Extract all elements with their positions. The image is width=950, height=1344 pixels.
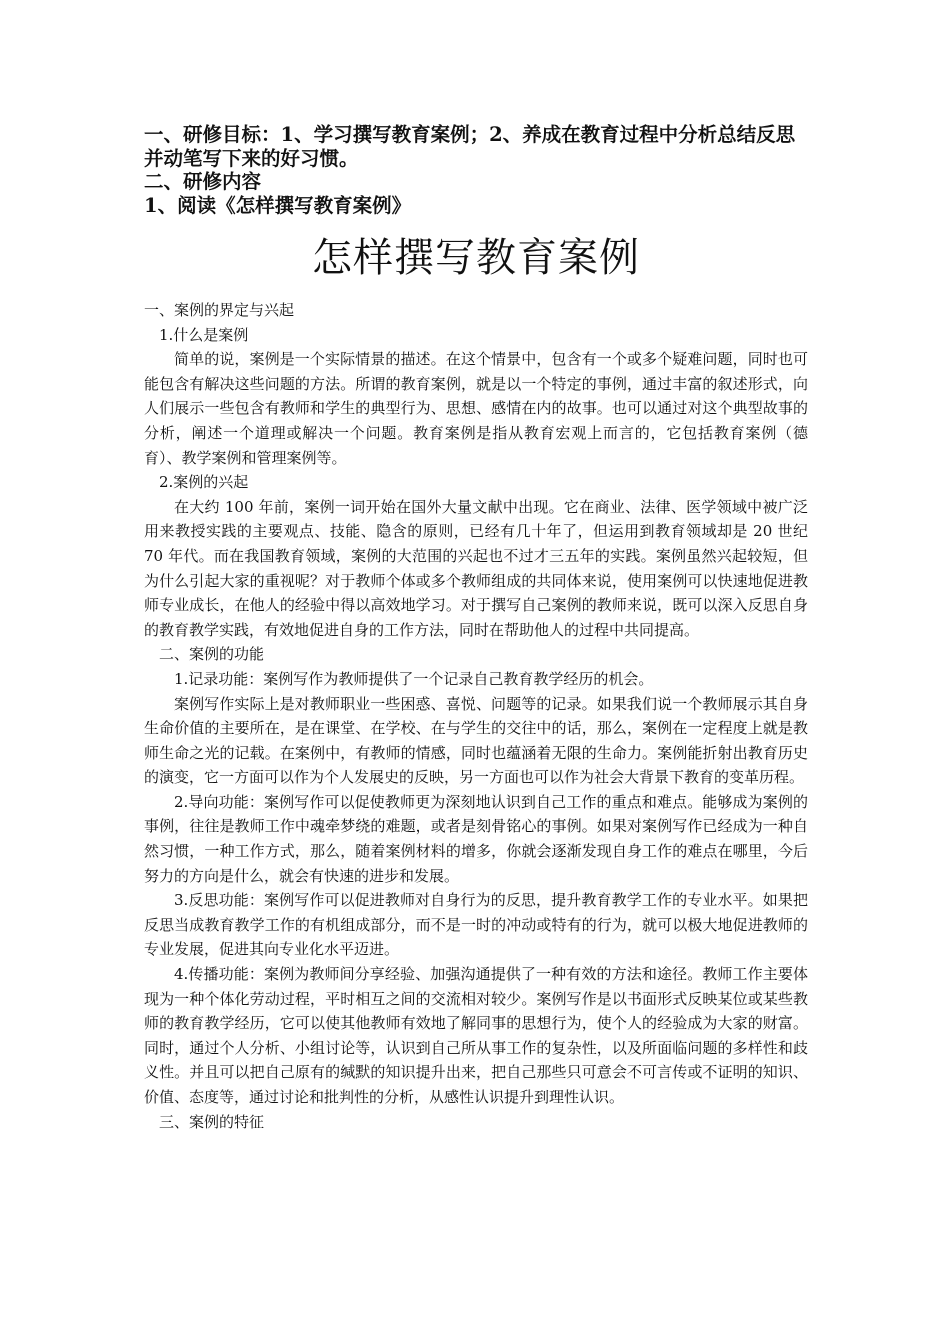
function-reflection: 3.反思功能：案例写作可以促进教师对自身行为的反思，提升教育教学工作的专业水平。如果把反思当成教育教学工作的有机组成部分，而不是一时的冲动或特有的行为，就可以极大地促进教师的专业发展，促进其向专业化水平迈进。 <box>144 891 808 959</box>
section-heading-1: 一、案例的界定与兴起 <box>144 301 295 319</box>
function-record: 1.记录功能：案例写作为教师提供了一个记录自己教育教学经历的机会。 <box>174 669 654 688</box>
article-title: 怎样撰写教育案例 <box>312 235 640 281</box>
section-heading-3: 三、案例的特征 <box>159 1112 265 1131</box>
function-guidance: 2.导向功能：案例写作可以促使教师更为深刻地认识到自己工作的重点和难点。能够成为案例的事例，往往是教师工作中魂牵梦绕的难题，或者是刻骨铭心的事例。如果对案例写作已经成为一种自然习惯，一种工作方式，那么，随着案例材料的增多，你就会逐渐发现自身工作的难点在哪里，今后努力的方向是什么，就会有快速的进步和发展。 <box>144 792 808 885</box>
subsection-heading-1-1: 1.什么是案例 <box>159 325 249 344</box>
paragraph-rise: 在大约 100 年前，案例一词开始在国外大量文献中出现。它在商业、法律、医学领域中被广泛用来教授实践的主要观点、技能、隐含的原则，已经有几十年了，但运用到教育领域却是 20 世纪 70 年代。而在我国教育领域，案例的大范围的兴起也不过才三五年的实践。案例虽然兴起较短，但为什么引起大家的重视呢？对于教师个体或多个教师组成的共同体来说，使用案例可以快速地促进教师专业成长，在他人的经验中得以高效地学习。对于撰写自己案例的教师来说，既可以深入反思自身的教育教学实践，有效地促进自身的工作方法，同时在帮助他人的过程中共同提高。 <box>144 497 808 639</box>
function-dissemination: 4.传播功能：案例为教师间分享经验、加强沟通提供了一种有效的方法和途径。教师工作主要体现为一种个体化劳动过程，平时相互之间的交流相对较少。案例写作是以书面形式反映某位或某些教师的教育教学经历，它可以使其他教师有效地了解同事的思想行为，使个人的经验成为大家的财富。同时，通过个人分析、小组讨论等，认识到自己所从事工作的复杂性，以及所面临问题的多样性和歧义性。并且可以把自己原有的缄默的知识提升出来，把自己那些只可意会不可言传或不证明的知识、价值、态度等，通过讨论和批判性的分析，从感性认识提升到理性认识。 <box>144 965 808 1106</box>
subsection-heading-1-2: 2.案例的兴起 <box>159 473 249 492</box>
training-content-heading: 二、研修内容 <box>144 170 262 193</box>
paragraph-definition: 简单的说，案例是一个实际情景的描述。在这个情景中，包含有一个或多个疑难问题，同时也可能包含有解决这些问题的方法。所谓的教育案例，就是以一个特定的事例，通过丰富的叙述形式，向人们展示一些包含有教师和学生的典型行为、思想、感情在内的故事。也可以通过对这个典型故事的分析，阐述一个道理或解决一个问题。教育案例是指从教育宏观上而言的，它包括教育案例（德育）、教学案例和管理案例等。 <box>144 350 808 467</box>
reading-heading: 1、阅读《怎样撰写教育案例》 <box>144 193 412 217</box>
section-heading-2: 二、案例的功能 <box>159 645 265 664</box>
training-goal-heading: 一、研修目标：1、学习撰写教育案例；2、养成在教育过程中分析总结反思并动笔写下来的好习惯。 <box>144 123 796 170</box>
document-page <box>144 123 808 1134</box>
paragraph-record: 案例写作实际上是对教师职业一些困惑、喜悦、问题等的记录。如果我们说一个教师展示其自身生命价值的主要所在，是在课堂、在学校、在与学生的交往中的话，那么，案例在一定程度上就是教师生命之光的记载。在案例中，有教师的情感，同时也蕴涵着无限的生命力。案例能折射出教育历史的演变，它一方面可以作为个人发展史的反映，另一方面也可以作为社会大背景下教育的变革历程。 <box>144 694 808 787</box>
